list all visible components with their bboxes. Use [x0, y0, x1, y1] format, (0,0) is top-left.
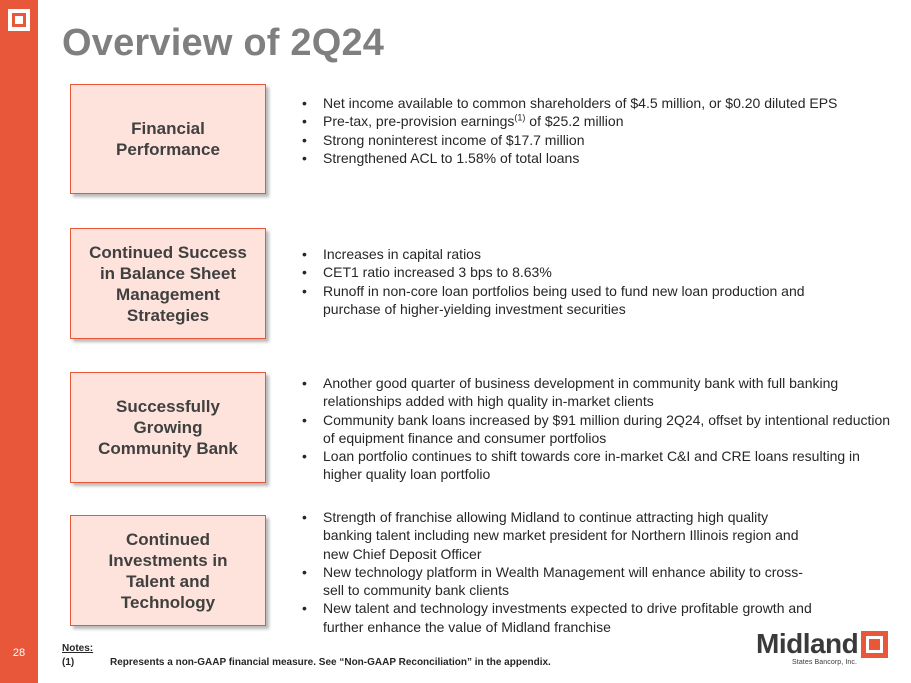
bullet-text: Community bank loans increased by $91 million during 2Q24, offset by intentional reduction of equipment finance and consumer portfolios — [323, 411, 891, 446]
company-subtitle: States Bancorp, Inc. — [792, 659, 858, 666]
bullet-text: New talent and technology investments expected to drive profitable growth and further enhance the value of Midland franchise — [323, 600, 812, 635]
bullet-text: Strengthened ACL to 1.58% of total loans — [323, 149, 580, 166]
section-label-text: Successfully Growing Community Bank — [98, 397, 238, 458]
bullet-item — [300, 599, 815, 636]
bullet-item — [300, 149, 900, 167]
notes-label: Notes: — [62, 643, 94, 654]
bullet-item — [300, 411, 900, 448]
bullet-text: Strength of franchise allowing Midland to continue attracting high quality banking talent including new market president for Northern Illinois region and new Chief Deposit Officer — [323, 509, 799, 562]
bullet-item — [300, 563, 815, 600]
bullet-item — [300, 131, 900, 149]
bullet-text-continued: of $25.2 million — [525, 113, 624, 130]
section-bullets-financial-performance — [300, 94, 900, 167]
square-logo-icon — [861, 631, 888, 658]
bullet-text: New technology platform in Wealth Management will enhance ability to cross-sell to community bank clients — [323, 563, 803, 599]
bullet-text: Pre-tax, pre-provision earnings — [323, 113, 515, 130]
bullet-text: Another good quarter of business development in community bank with full banking relationships added with high quality in-market clients — [323, 375, 839, 410]
company-logo — [756, 628, 896, 670]
bullet-text: CET1 ratio increased 3 bps to 8.63% — [323, 264, 552, 281]
sidebar-accent-bar — [0, 0, 38, 683]
section-label-balance-sheet-strategies — [70, 228, 266, 339]
bullet-item — [300, 447, 900, 484]
bullet-text: Runoff in non-core loan portfolios being used to fund new loan production and purchase of higher-yielding investment securities — [323, 282, 805, 317]
footnotes — [62, 642, 551, 670]
company-name: Midland — [756, 628, 859, 659]
bullet-item — [300, 245, 825, 263]
bullet-item — [300, 508, 815, 563]
bullet-item — [300, 263, 825, 281]
footnote-number: (1) — [62, 657, 75, 668]
page-number: 28 — [12, 647, 26, 659]
slide-title: Overview of 2Q24 — [62, 22, 385, 64]
section-label-text: Continued Investments in Talent and Technology — [108, 529, 228, 612]
footnote-marker: (1) — [514, 112, 526, 123]
square-logo-icon — [8, 9, 30, 31]
section-label-financial-performance — [70, 84, 266, 194]
section-bullets-community-bank — [300, 374, 900, 484]
bullet-item — [300, 282, 825, 319]
footnote-row — [62, 656, 551, 670]
bullet-item — [300, 374, 900, 411]
bullet-text: Net income available to common shareholders of $4.5 million, or $0.20 diluted EPS — [323, 95, 838, 111]
section-label-text: Financial Performance — [116, 119, 220, 159]
bullet-text: Loan portfolio continues to shift towards core in-market C&I and CRE loans resulting in higher quality loan portfolio — [323, 448, 860, 483]
section-bullets-talent-technology — [300, 508, 815, 636]
bullet-item — [300, 112, 900, 130]
bullet-text: Increases in capital ratios — [323, 246, 481, 262]
bullet-item — [300, 94, 900, 112]
footnote-text: Represents a non-GAAP financial measure. See “Non-GAAP Reconciliation” in the appendix. — [110, 657, 551, 668]
section-label-community-bank — [70, 372, 266, 483]
bullet-text: Strong noninterest income of $17.7 million — [323, 131, 585, 148]
section-label-talent-technology — [70, 515, 266, 626]
section-label-text: Continued Success in Balance Sheet Management Strategies — [89, 242, 247, 325]
section-bullets-balance-sheet-strategies — [300, 245, 825, 318]
